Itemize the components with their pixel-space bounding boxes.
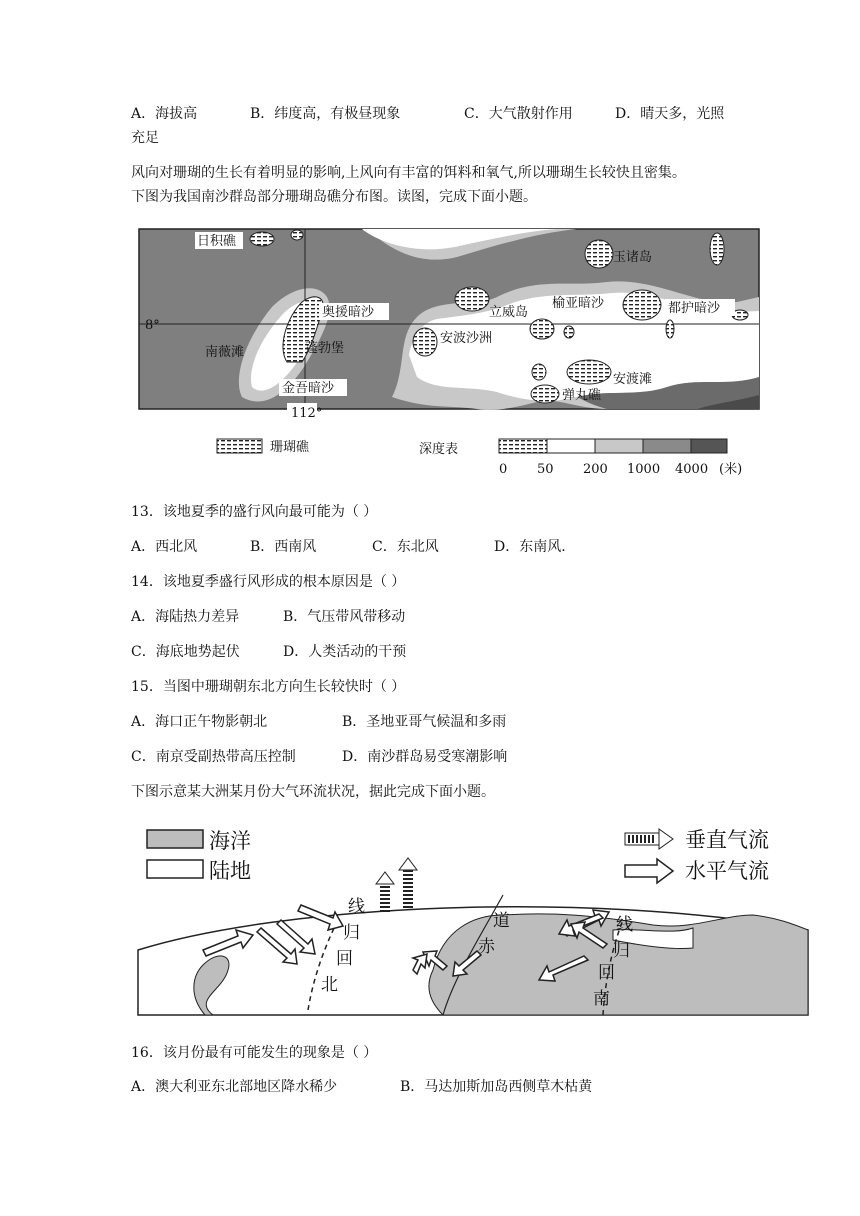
- label-andu: 安渡滩: [613, 372, 653, 387]
- option-a: A．海拔高: [131, 106, 198, 122]
- q16-option-a: A．澳大利亚东北部地区降水稀少: [131, 1079, 338, 1095]
- q15-option-c: C．南京受副热带高压控制: [131, 749, 296, 765]
- legend-vertical-arrow: [625, 829, 673, 849]
- depth-tick: 50: [537, 462, 554, 477]
- legend-depth-title: 深度表: [419, 442, 459, 457]
- legend-coral-label: 珊瑚礁: [270, 440, 310, 455]
- reef-yuzhu: [585, 240, 613, 268]
- option-d-continued: 充足: [131, 130, 159, 146]
- option-d: D．晴天多，光照: [615, 106, 725, 122]
- label-nanwei: 南薇滩: [205, 345, 245, 360]
- reef-yuya: [623, 290, 661, 320]
- legend-ocean-swatch: [147, 830, 203, 848]
- label-liweidao: 立威岛: [489, 305, 529, 320]
- q15-stem: 15．当图中珊瑚朝东北方向生长较快时（ ）: [131, 679, 406, 695]
- depth-unit: (米): [719, 462, 743, 477]
- q14-option-a: A．海陆热力差异: [131, 609, 240, 625]
- label-yuyaansha: 榆亚暗沙: [552, 296, 605, 311]
- reef-anbo: [413, 328, 437, 356]
- vertical-airflow: [376, 858, 417, 912]
- tropic-north-char: 归: [343, 923, 360, 943]
- q13-option-d: D．东南风.: [494, 539, 566, 555]
- q14-option-d: D．人类活动的干预: [283, 644, 407, 660]
- label-yuzhudao: 玉诸岛: [613, 250, 653, 265]
- q15-option-b: B．圣地亚哥气候温和多雨: [342, 714, 507, 730]
- depth-tick: 4000: [675, 462, 709, 477]
- depth-tick: 0: [499, 462, 508, 477]
- depth-scale: [499, 439, 727, 453]
- tropic-south-char: 回: [598, 963, 615, 983]
- q16-option-b: B．马达加斯加岛西侧草木枯黄: [400, 1079, 593, 1095]
- q14-option-c: C．海底地势起伏: [131, 644, 240, 660]
- legend-vertical-label: 垂直气流: [685, 828, 769, 852]
- label-lon112: 112°: [291, 406, 323, 421]
- tropic-north-char: 线: [348, 897, 365, 917]
- label-duhuansha: 都护暗沙: [668, 301, 721, 316]
- depth-tick: 1000: [627, 462, 661, 477]
- circulation-diagram: [133, 820, 813, 1025]
- label-danwan: 弹丸礁: [562, 388, 602, 403]
- depth-tick: 200: [583, 462, 608, 477]
- tropic-south-char: 南: [593, 989, 610, 1009]
- q14-option-b: B．气压带风带移动: [283, 609, 406, 625]
- q14-stem: 14．该地夏季盛行风形成的根本原因是（ ）: [131, 574, 406, 590]
- legend-land-label: 陆地: [209, 859, 251, 883]
- q13-option-a: A．西北风: [131, 539, 198, 555]
- tropic-south-char: 线: [616, 915, 633, 935]
- legend-coral-swatch: [217, 439, 262, 453]
- label-aoyuanansha: 奥援暗沙: [322, 305, 375, 320]
- tropic-north-char: 回: [336, 949, 353, 969]
- legend-horizontal-arrow: [625, 859, 673, 883]
- intro-circulation: 下图示意某大洲某月份大气环流状况，据此完成下面小题。: [131, 784, 495, 800]
- q13-option-c: C．东北风: [372, 539, 439, 555]
- nansha-coral-map: [137, 227, 762, 482]
- reef-andu: [567, 360, 611, 384]
- q16-stem: 16．该月份最有可能发生的现象是（ ）: [131, 1045, 378, 1061]
- intro-coral-line1: 风向对珊瑚的生长有着明显的影响,上风向有丰富的饵料和氧气,所以珊瑚生长较快且密集。: [131, 165, 686, 181]
- option-b: B．纬度高，有极昼现象: [250, 106, 401, 122]
- equator-char: 赤: [478, 937, 495, 957]
- label-anbo: 安波沙洲: [440, 331, 493, 346]
- legend-horizontal-label: 水平气流: [685, 859, 769, 883]
- q15-option-a: A．海口正午物影朝北: [131, 714, 268, 730]
- q13-option-b: B．西南风: [250, 539, 317, 555]
- reef-danwan: [531, 385, 559, 403]
- tropic-north-char: 北: [321, 975, 338, 995]
- label-pengbo: 蓬勃堡: [305, 341, 345, 356]
- label-lat8: 8°: [145, 318, 160, 333]
- legend-ocean-label: 海洋: [209, 829, 251, 853]
- tropic-south-char: 归: [613, 941, 630, 961]
- q13-stem: 13．该地夏季的盛行风向最可能为（ ）: [131, 504, 378, 520]
- q15-option-d: D．南沙群岛易受寒潮影响: [342, 749, 508, 765]
- intro-coral-line2: 下图为我国南沙群岛部分珊瑚岛礁分布图。读图，完成下面小题。: [131, 189, 537, 205]
- equator-char: 道: [493, 911, 510, 931]
- legend-land-swatch: [147, 860, 203, 878]
- label-jinwu: 金吾暗沙: [282, 381, 335, 396]
- option-c: C．大气散射作用: [464, 106, 573, 122]
- label-rijijiao: 日积礁: [197, 234, 237, 249]
- reef-liwei: [455, 287, 489, 311]
- reef-rijijiao: [250, 232, 274, 246]
